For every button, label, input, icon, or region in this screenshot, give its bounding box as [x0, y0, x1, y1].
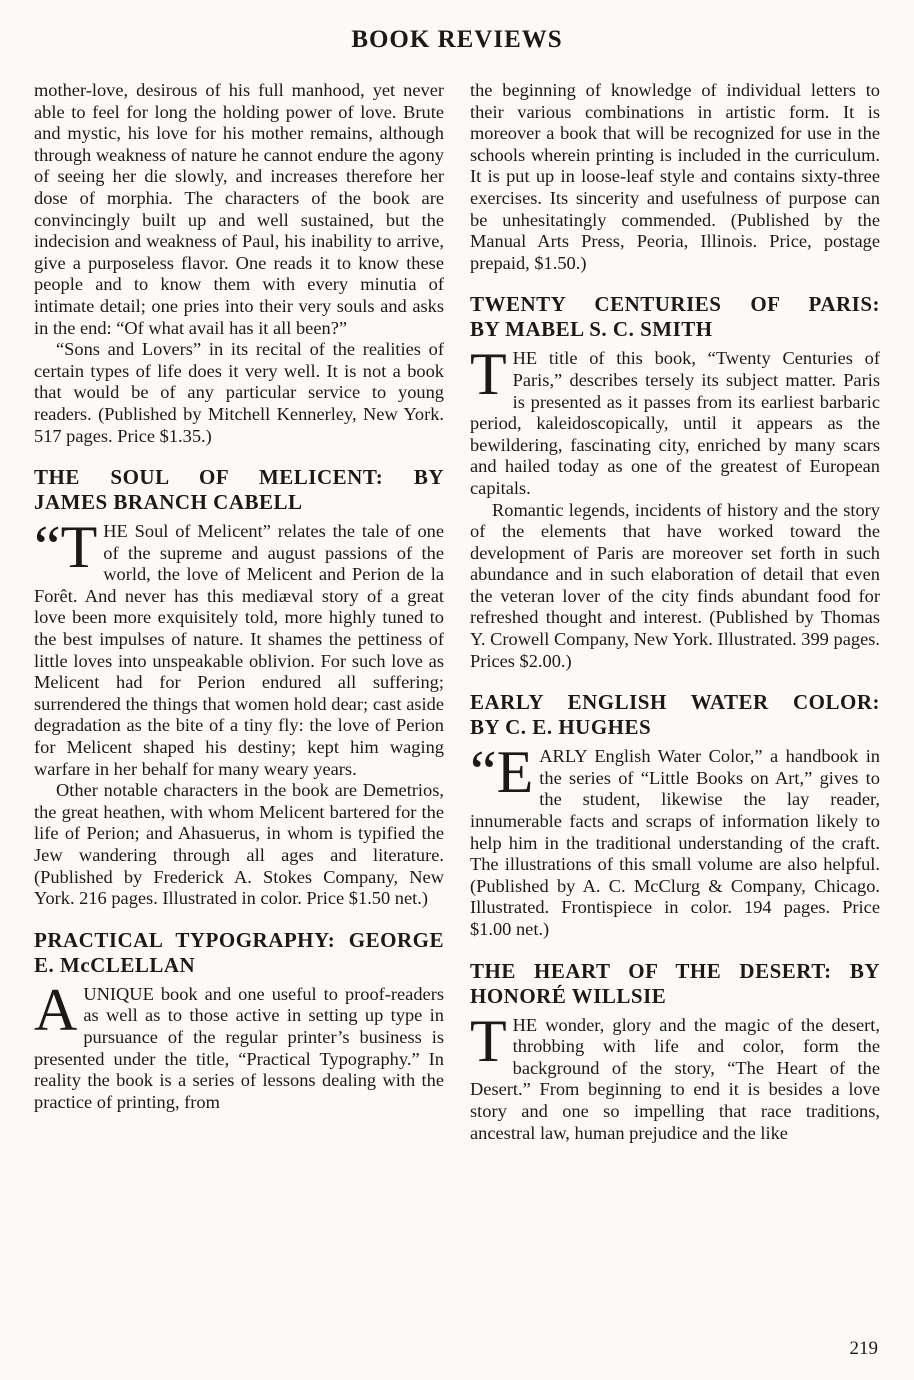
typography-heading-line2: E. McCLELLAN [34, 952, 196, 977]
paris-heading [470, 292, 880, 342]
paris-dropcap: T [470, 341, 507, 408]
paris-paragraph-1 [470, 341, 880, 499]
typography-paragraph-1-text: UNIQUE book and one useful to proof-readers as well as to those active in setting up type in pursuance of the regular printer’s business is presented under the title, “Practical Typography.” In reality the book is a series of lessons dealing with the practice of printing, from [34, 983, 444, 1112]
paris-paragraph-2: Romantic legends, incidents of history and the story of the elements that have worked toward the development of Paris are moreover set forth in such abundance and in such elaboration of detail that even the veteran lover of the city finds abundant food for refreshed thought and interest. (Published by Thomas Y. Crowell Company, New York. Illustrated. 399 pages. Prices $2.00.) [470, 499, 880, 671]
sons-lovers-paragraph-1: mother-love, desirous of his full manhood, yet never able to feel for long the holding power of love. Brute and mystic, his love for his mother remains, although through weakness of nature he cannot endure the agony of seeing her die slowly, and increases therefore her dose of morphia. The characters of the book are convincingly built up and well sustained, but the indecision and weakness of Paul, his inability to arrive, give a purposeless flavor. One reads it to know these people and to know them with every minutia of intimate detail; one pries into their very souls and asks in the end: “Of what avail has it all been?” [34, 80, 444, 338]
page-number: 219 [849, 1338, 878, 1359]
melicent-heading-line2: JAMES BRANCH CABELL [34, 490, 303, 515]
melicent-heading [34, 465, 444, 515]
paris-heading-line2: BY MABEL S. C. SMITH [470, 317, 713, 342]
typography-heading [34, 928, 444, 978]
typography-continued-paragraph: the beginning of knowledge of individual letters to their various combinations in artistic form. It is moreover a book that will be recognized for use in the schools wherein printing is included in the curriculum. It is put up in loose-leaf style and contains sixty-three exercises. Its sincerity and usefulness of purpose can be unhesitatingly commended. (Published by the Manual Arts Press, Peoria, Illinois. Price, postage prepaid, $1.50.) [470, 80, 880, 273]
paris-paragraph-1-text: HE title of this book, “Twenty Centuries of Paris,” describes tersely its subject matter. Paris is presented as it passes from its earliest barbaric period, kaleidoscopically, until it appears as the bewildering, fascinating city, enriched by many scars and hailed today as one of the greatest of European capitals. [470, 348, 880, 498]
paris-heading-line1: TWENTY CENTURIES OF PARIS: [470, 292, 880, 317]
desert-paragraph-1 [470, 1007, 880, 1145]
melicent-heading-line1: THE SOUL OF MELICENT: BY [34, 465, 444, 490]
running-head: BOOK REVIEWS [351, 26, 563, 53]
sons-lovers-paragraph-2: “Sons and Lovers” in its recital of the realities of certain types of life does it very well. It is not a book that would be of any particular service to young readers. (Published by Mitchell Kennerley, New York. 517 pages. Price $1.35.) [34, 339, 444, 446]
water-color-dropcap: “E [470, 739, 534, 806]
melicent-paragraph-1-text: HE Soul of Melicent” relates the tale of one of the supreme and august passions of the world, the love of Melicent and Perion de la Forêt. And never has this mediæval story of a great love been more exquisitely told, more highly tuned to the best impulses of nature. It shames the pettiness of little loves into unspeakable oblivion. For such love as Melicent had for Perion endured all suffering; surrendered the things that women hold dear; cast aside degradation as the bite of a tiny fly: the love of Perion for Melicent shaped his destiny; kept him waging warfare in her behalf for many weary years. [34, 521, 444, 779]
water-color-heading [470, 690, 880, 740]
typography-paragraph-1 [34, 976, 444, 1114]
left-column [34, 80, 444, 1113]
melicent-paragraph-2: Other notable characters in the book are Demetrios, the great heathen, with whom Melicent bartered for the life of Perion; and Ahasuerus, in whom is typified the Jew wandering through all ages and literature. (Published by Frederick A. Stokes Company, New York. 216 pages. Illustrated in color. Price $1.50 net.) [34, 780, 444, 909]
right-column [470, 80, 880, 1144]
desert-heading-line2: HONORÉ WILLSIE [470, 983, 667, 1008]
water-color-heading-line2: BY C. E. HUGHES [470, 715, 652, 740]
desert-heading-line1: THE HEART OF THE DESERT: BY [470, 958, 880, 983]
desert-dropcap: T [470, 1007, 507, 1074]
water-color-paragraph-1 [470, 739, 880, 940]
melicent-paragraph-1 [34, 514, 444, 780]
water-color-heading-line1: EARLY ENGLISH WATER COLOR: [470, 690, 880, 715]
typography-heading-line1: PRACTICAL TYPOGRAPHY: GEORGE [34, 927, 444, 952]
water-color-paragraph-1-text: ARLY English Water Color,” a handbook in the series of “Little Books on Art,” gives to the student, likewise the lay reader, innumerable facts and scraps of information likely to help him in the traditional understanding of the craft. The illustrations of this small volume are also helpful. (Published by A. C. McClurg & Company, Chicago. Illustrated. Frontispiece in color. 194 pages. Price $1.00 net.) [470, 746, 880, 939]
typography-dropcap: A [34, 976, 78, 1043]
desert-heading [470, 959, 880, 1009]
melicent-dropcap: “T [34, 514, 98, 581]
desert-paragraph-1-text: HE wonder, glory and the magic of the desert, throbbing with life and color, form the background of the story, “The Heart of the Desert.” From beginning to end it is besides a love story and one so impelling that race traditions, ancestral law, human prejudice and the like [470, 1014, 880, 1143]
